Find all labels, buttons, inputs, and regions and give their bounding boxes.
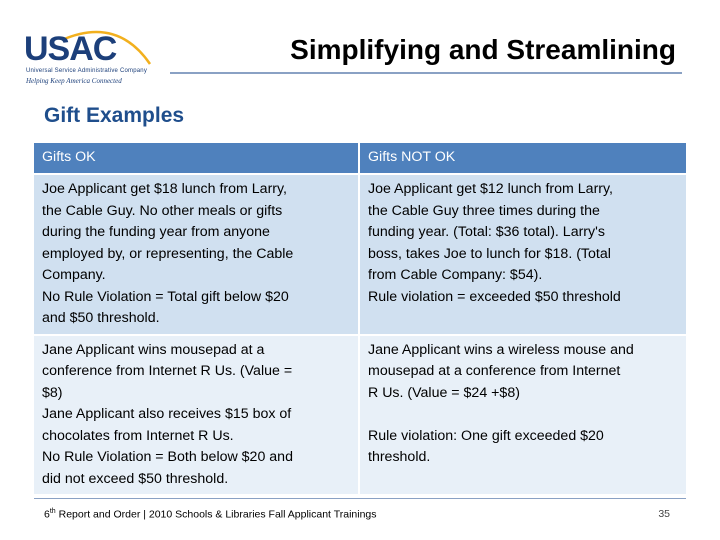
cell-not-ok-1 xyxy=(358,173,686,334)
cell-line: No Rule Violation = Both below $20 and xyxy=(42,449,293,465)
cell-line: chocolates from Internet R Us. xyxy=(42,427,234,444)
cell-line: and $50 threshold. xyxy=(42,310,160,326)
cell-line: Jane Applicant also receives $15 box of xyxy=(42,406,292,422)
cell-line: $8) xyxy=(42,384,63,401)
cell-gap xyxy=(368,404,678,426)
cell-line: Joe Applicant get $18 lunch from Larry, xyxy=(42,181,288,197)
cell-line: employed by, or representing, the Cable xyxy=(42,245,294,262)
gift-examples-table xyxy=(34,143,686,494)
slide-title: Simplifying and Streamlining xyxy=(290,34,676,65)
usac-logo xyxy=(22,22,162,92)
footer-divider xyxy=(34,498,686,499)
cell-line: funding year. (Total: $36 total). Larry's xyxy=(368,224,605,240)
cell-line: Rule violation: One gift exceeded $20 xyxy=(368,427,604,444)
table-row xyxy=(34,334,686,495)
title-divider xyxy=(170,72,682,74)
cell-not-ok-2 xyxy=(358,334,686,495)
cell-line: during the funding year from anyone xyxy=(42,224,270,240)
cell-line: threshold. xyxy=(368,449,431,465)
cell-ok-1 xyxy=(34,173,358,334)
cell-line: R Us. (Value = $24 +$8) xyxy=(368,384,520,401)
header-gifts-ok: Gifts OK xyxy=(34,143,358,173)
footer-text-sup: th xyxy=(49,508,56,515)
footer-text-rest: Report and Order | 2010 Schools & Libraries Fall Applicant Trainings xyxy=(55,508,377,521)
page-number: 35 xyxy=(658,508,670,520)
cell-line: Jane Applicant wins mousepad at a xyxy=(42,341,265,358)
logo-subtitle: Universal Service Administrative Company xyxy=(26,68,148,74)
cell-line: Company. xyxy=(42,267,106,283)
logo-tagline: Helping Keep America Connected xyxy=(26,77,122,85)
cell-line: from Cable Company: $54). xyxy=(368,267,543,283)
cell-line: conference from Internet R Us. (Value = xyxy=(42,363,293,379)
section-heading: Gift Examples xyxy=(44,104,185,127)
footer-text-prefix: 6 xyxy=(44,508,50,521)
table-row xyxy=(34,173,686,334)
logo-wordmark: USAC xyxy=(24,30,117,68)
cell-line: did not exceed $50 threshold. xyxy=(42,470,229,487)
footer-text xyxy=(44,508,377,521)
cell-line: Joe Applicant get $12 lunch from Larry, xyxy=(368,181,614,197)
table-header-row xyxy=(34,143,686,173)
cell-line: boss, takes Joe to lunch for $18. (Total xyxy=(368,245,611,262)
cell-line: the Cable Guy. No other meals or gifts xyxy=(42,202,283,219)
header-gifts-not-ok: Gifts NOT OK xyxy=(358,143,686,173)
cell-line: Rule violation = exceeded $50 threshold xyxy=(368,288,621,305)
cell-line: Jane Applicant wins a wireless mouse and xyxy=(368,341,634,358)
cell-line: No Rule Violation = Total gift below $20 xyxy=(42,288,289,305)
cell-ok-2 xyxy=(34,334,358,495)
cell-line: the Cable Guy three times during the xyxy=(368,202,600,219)
cell-line: mousepad at a conference from Internet xyxy=(368,363,621,379)
